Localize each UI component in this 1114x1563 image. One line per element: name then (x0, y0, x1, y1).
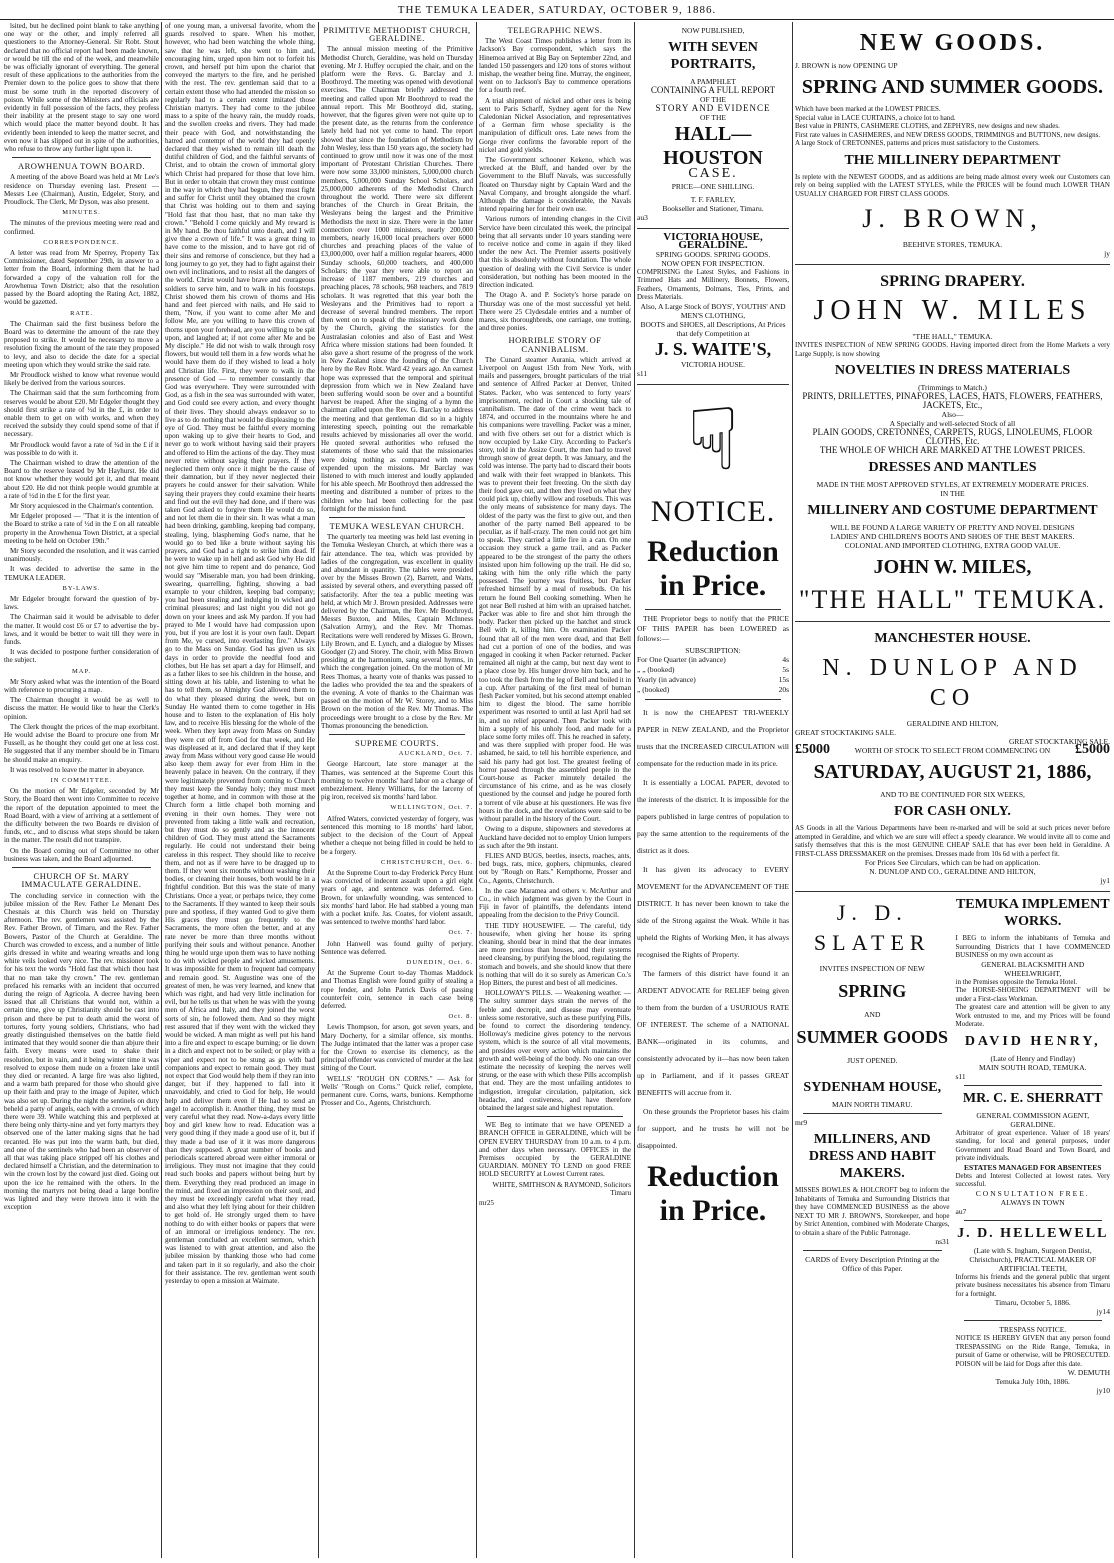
dunlop-advertisement (795, 622, 1110, 892)
article-text: On the Board coming out of Committee no other business was taken, and the Board adjourned. (4, 846, 159, 863)
ad-line: AND TO BE CONTINUED FOR SIX WEEKS, (880, 790, 1025, 799)
subscription-label: „ „ (booked) (637, 664, 675, 674)
article-text: The concluding service in connection with the jubilee mission of the Rev. Father Le Menant Des Chesnais at this Church was held on Thursday afternoon. The rev. gentlemen was assisted by the Rev. Father Brown, of Timaru, and the Rev. Father Bowers, Pastor of the Church at Geraldine. The Church was crowded to excess, and a number of little girls dressed in white and wearing wreaths and long white veils looked very nice. The rev. missioner took for his text the words "Hold fast that which thou hast that no man take thy crown." The rev. gentleman prefaced his remarks with an incident that occurred during the reign of Agricola. A decree having been issued that all Christians that would not, within a certain time, give up Christianity should be cast into prison and there be put to death amid the worst of tortures, forty young soldiers, Christians, who had greatly distinguished themselves on the battle field intimated that they would sooner die than abjure their faith. Every means were used to shake their resolution, but in vain, and it being winter time it was resolved to expose them nude on a frozen lake until they died or recanted. A large fire was also lighted, and a warm bath prepared for those who should give up their faith and pray to the image of Jupiter, which was also set up. During the night the sentinels on duty beheld a party of angels, each with a crown, of which there were 39. While watching this and perplexed at there being only thirty-nine and yet forty martyrs they observed one of the latter making signs that he had recanted. He was put into the warm bath, but died, and one of the sentinels who had been an observer of all that was taking place stripped off his clothes and declared himself a Christian, and the determination to win the crown lost by the coward just died. Going out upon the ice he remained with the others. In the morning the martyrs not being dead a large bonfire was lighted and they were thrown into it with the exception (4, 891, 159, 1212)
divider (329, 517, 465, 518)
article-text: It was resolved to leave the matter in abeyance. (10, 765, 145, 774)
notice-body: THE Proprietor begs to notify that the PRICE OF THIS PAPER has been LOWERED as follows:— (637, 613, 789, 643)
ad-line: PRICE—ONE SHILLING. (671, 182, 755, 192)
ad-line: W. DEMUTH (1067, 1368, 1110, 1377)
ad-headline: HALL—HOUSTON (663, 123, 763, 169)
bottom-left-ads (795, 892, 950, 1395)
column-4 (479, 22, 631, 1560)
ad-headline: VICTORIA HOUSE, GERALDINE. (663, 231, 763, 252)
article-text: lsited, but he declined point blank to take anything one way or the other, and imply referred all questioners to the Attorney-General. Sir Robt. Stout declared that no official report had been made known, or would be till the end of the week, and meanwhile be was officially ignorant of everything. The general result of these applications to the authorities from the Premier down to the police goes to show that there must be some truth in the reported discovery of poison. While some of the Ministers and officials are evidently in full possession of the facts, they profess their inability at the present stage to say one word which would place the matter beyond doubt. It has evidently been intended to keep the matter secret, and even now it has slipped out in spite of the authorities, who refuse to throw any further light upon it. (4, 22, 159, 154)
ad-line: J. BROWN is now OPENING UP (795, 61, 898, 70)
ad-body: in the Premises opposite the Temuka Hotel. (955, 977, 1078, 986)
ad-line: T. F. FARLEY, (690, 195, 736, 205)
dateline: AUCKLAND, Oct. 7. (398, 750, 473, 758)
ad-line: Special value in LACE CURTAINS, a choice lot to hand. (795, 113, 956, 122)
ad-line: NOW PUBLISHED, (681, 26, 745, 35)
column-rule (634, 22, 635, 1558)
ad-headline: MILLINERS, AND DRESS AND HABIT MAKERS. (808, 1132, 936, 1181)
ad-headline: J. BROWN, (862, 204, 1043, 233)
divider (645, 609, 781, 610)
ad-line: TRESPASS NOTICE. (999, 1325, 1067, 1334)
notice-body: On these grounds the Proprietor bases his claim for support, and he trusts he will not be disappointed. (637, 1106, 789, 1150)
dateline: WELLINGTON, Oct. 7. (390, 804, 473, 812)
divider (329, 734, 465, 735)
bottom-advertisements (795, 892, 1110, 1395)
article-text: FLIES AND BUGS, beetles, insects, roaches, ants, bed bugs, rats, mice, gophers, chipmunks, cleared out by "Rough on Rats." Kempthorne, Prosser and Co., Agents, Christchurch. (479, 851, 631, 885)
article-text: Mr Proudlock would favor a rate of ¾d in the £ if it was possible to do with it. (4, 440, 159, 457)
ad-line: GERALDINE AND HILTON, (906, 719, 999, 728)
article-text: The Chairman said the first business before the Board was to determine the amount of the rate they proposed to strike. It would be necessary to move a resolution fixing the amount of the rate they proposed to levy, and also to decide the date for a special meeting upon which they would strike the said rate. (4, 319, 159, 369)
ad-body: Debts and Interest Collected at lowest rates. Very successful. (955, 1171, 1110, 1188)
article-text: The Chairman wished to draw the attention of the Board to the reserve leased by Mr Hayhurst. He did not know whether they would get it, and that meant about £20. He did not think people would grumble at a rate of ½d in the £ for the first year. (4, 458, 159, 500)
ad-line: WILL BE FOUND A LARGE VARIETY OF PRETTY AND NOVEL DESIGNS (830, 523, 1075, 532)
article-text: Mr Story acquiesced in the Chairman's contention. (10, 501, 154, 510)
newspaper-masthead-title: THE TEMUKA LEADER, SATURDAY, OCTOBER 9, 1886. (397, 4, 717, 16)
article-text: The annual mission meeting of the Primitive Methodist Church, Geraldine, was held on Thursday evening. Mr J. Huffey occupied the chair, and on the platform were the Revs. G. Barclay and J. Boothroyd. The meeting was opened with devotional exercises. The Chairman briefly addressed the meeting and called upon Mr Boothroyd to read the annual report. This Mr Boothroyd did, stating, however, that the figures given were not quite up to the present date, as the returns from the conference lately held had not yet come to hand. The report showed that since the foundation of Methodism by John Wesley, less than 150 years ago, the society had continued to grow until now it was one of the most important of Protestant Christian Churches. There were now some 33,000 ministers, 5,000,000 church members, 5,000,000 Sunday School Scholars, and 25,000,000 adherents of the Methodist Church throughout the world. There were six different branches of the Church in Great Britain, the Wesleyans being the largest and the Primitive Methodists the next in size. There were in the latter connection over 1000 ministers, nearly 200,000 members, nearly 16,000 local preachers over 6000 churches and preaching places of the value of £3,000,000, over half a million regular hearers, 4000 Sunday schools, 60,000 teachers, and 400,000 Scholars; the year they were able to report an increase of 1187 members, 219 churches and preaching places, 78 schools, 968 teachers, and 7819 scholars. It was regretted that this year both the Wesleyans and the Primitives had to report a decrease of several hundred members. The report then went on to speak of the missionary work done by the Church, giving the statistics for the Australasian colonies and also of East and West Africa where mission stations had been founded. It also gave a short resume of the progress of the work in New Zealand since the founding of the Church here by the Rev Robt. Ward 42 years ago. An earnest hope was expressed that the temporal and spiritual depression from which we in New Zealand have been suffering would soon be over and a bountiful harvest be reaped. After the singing of a hymn the chairman called upon the Rev. G. Barclay to address the meeting and that gentleman did so in a highly interesting speech, pointing out the remarkable results achieved by missionaries all over the world. He quoted several authorities who refused the statements of those who said that the missionaries were doing nothing as compared with money expended upon the missions. Mr Barclay was listened to with much interest and loudly applauded for his able speech. Mr Boothroyd then addressed the meeting and distributed a number of prizes to the children who had been collecting for the past fortnight for the mission fund. (321, 45, 473, 513)
ad-headline: CASE. (688, 166, 738, 181)
ad-headline: NOVELTIES IN DRESS MATERIALS (834, 363, 1071, 378)
subscription-row (637, 665, 789, 675)
subscription-table (637, 655, 789, 695)
reduction-heading: Reduction in Price. (647, 534, 779, 602)
article-text: Lewis Thompson, for arson, got seven years, and Mary Docherty, for a similar offence, six months. The Judge intimated that the latter was a proper case for the Crown to exercise its clemency, as the principal offender was convicted of murder at the last sitting of the Court. (321, 1023, 473, 1073)
ad-line: CONTAINING A FULL REPORT (650, 85, 776, 95)
ad-line: N. DUNLOP AND CO., GERALDINE AND HILTON, (869, 867, 1036, 876)
article-text: John Hanwell was found guilty of perjury. Sentence was deferred. (321, 939, 473, 956)
dateline: Oct. 7. (448, 929, 473, 937)
column-rule (161, 22, 162, 1558)
ad-headline: THE MILLINERY DEPARTMENT (844, 152, 1061, 168)
ad-line: NOW OPEN FOR INSPECTION. (661, 258, 765, 268)
section-subheading: CORRESPONDENCE. (43, 238, 120, 246)
ad-headline: FOR CASH ONLY. (894, 804, 1011, 819)
ad-line: GREAT STOCKTAKING SALE. (1008, 737, 1110, 746)
advertisement-code: jy (1104, 249, 1110, 258)
divider (487, 1116, 623, 1117)
divider (12, 867, 151, 868)
article-text: The Otago A. and P. Society's horse parade on Thursday was one of the most successful yet held. There were 25 Clydesdale entries and a number of mares, six thoroughbreds, one carriage, one trotting, and three ponies. (479, 291, 631, 333)
advertisement-text: WE Beg to intimate that we have OPENED a BRANCH OFFICE in GERALDINE, which will be OPEN EVERY THURSDAY from 10 a.m. to 4 p.m. and other days when necessary. OFFICES in the Premises occupied by the GERALDINE GUARDIAN. MONEY TO LEND on good FREE HOLD SECURITY at Lowest Current rates. (479, 1121, 631, 1179)
advertisement-code: jy1 (1100, 876, 1110, 885)
article-heading: TELEGRAPHIC NEWS. (507, 25, 603, 35)
advertisement-code: jy10 (1096, 1386, 1110, 1395)
divider (803, 1250, 942, 1251)
pointing-hand-icon: ☟ (686, 391, 740, 488)
article-heading: PRIMITIVE METHODIST CHURCH, GERALDINE. (323, 25, 471, 44)
subscription-title: SUBSCRIPTION: (685, 645, 741, 655)
brown-advertisement (795, 22, 1110, 265)
column-rule (792, 22, 793, 1558)
ad-body: Arbitrator of great experience. Valuer of 18 years' standing, for local and general purposes, under Government and Road Board and Town Board, and private individuals. (955, 1128, 1110, 1162)
subscription-row (637, 655, 789, 665)
article-text: The Chairman said it would be advisable to defer the matter. It would cost £6 or £7 to advertise the by-laws, and it would be better to wait till they were in funds. (4, 613, 159, 647)
ad-headline: MANCHESTER HOUSE. (874, 631, 1031, 646)
divider (803, 1113, 942, 1114)
subscription-row (637, 685, 789, 695)
ad-headline: DAVID HENRY, (964, 1033, 1101, 1049)
ad-line: A PAMPHLET (690, 77, 736, 86)
article-text: The Chairman thought it would be as well to discuss the matter. He would like to hear the Clerk's opinion. (4, 696, 159, 721)
dateline: Oct. 8. (448, 1013, 473, 1021)
subscription-price: 5s (782, 664, 789, 674)
article-text: The Clerk thought the prices of the map exorbitant. He would advise the Board to procure one from Mr Fussell, as he thought they could get one at less cost. He suggested that if any member should be in Timaru he should make an enquiry. (4, 722, 159, 764)
article-text: A letter was read from Mr Sperrey, Property Tax Commissioner, dated September 29th, in answer to a letter from the Board, informing them that he had forwarded a copy of the valuation roll for the Arowhenua Town District; also that the resolution passed by the Board adopting the Rating Act, 1882, would be gazetted. (4, 249, 159, 307)
article-heading: AROWHENUA TOWN BOARD. (17, 161, 146, 172)
ad-headline: JOHN W. MILES (813, 295, 1092, 326)
article-heading: CHURCH OF St. MARY IMMACULATE GERALDINE. (21, 871, 142, 890)
hellewell-advertisement (956, 1225, 1111, 1317)
notice-body: It is now the CHEAPEST TRI-WEEKLY PAPER in NEW ZEALAND, and the Proprietor trusts that the INCREASED CIRCULATION will compensate for the reduction made in its price. (637, 707, 789, 768)
ad-body: Is replete with the NEWEST GOODS, and as additions are being made almost every week our Customers can rely on being supplied with the LATEST STYLES, while the PRICES will be found much LOWER THAN USUALLY CHARGED FOR FIRST CLASS GOODS. (795, 172, 1110, 198)
notice-body: The farmers of this district have found it an ARDENT ADVOCATE for RELIEF being given to them from the burden of a USURIOUS RATE OF INTEREST. The scheme of a NATIONAL BANK—originated in its columns, and consistently advocated by it—has now been taken up in Parliament, and if it passes GREAT BENEFITS will accrue from it. (637, 968, 789, 1097)
notice-heading: NOTICE. (650, 494, 776, 528)
ad-line: WORTH OF STOCK TO SELECT FROM COMMENCING ON (854, 746, 1051, 755)
article-text: Mr Proudlock wished to know what revenue would likely be derived from the various sources. (4, 370, 159, 388)
ad-line: For Prices See Circulars, which can be had on application. (864, 858, 1041, 867)
slater-advertisement (795, 898, 950, 1109)
article-text: THE TIDY HOUSEWIFE. — The careful, tidy housewife, when giving her house its spring cleaning, should bear in mind that the dear inmates are more precious than houses, and their systems need cleansing, by purifying the blood, regulating the stomach and bowels, and she should know that there is nothing that will do it so surely as American Co.'s Hop Bitters, the purest and best of all medicines. (479, 921, 631, 987)
article-text: The quarterly tea meeting was held last evening in the Temuka Wesleyan Church, at which there was a fair attendance. The tea, which was provided by ladies of the congregation, was excellent in quality and abundant in quantity. The tables were presided over by the Misses Brown (2), Barrett, and Watts, assisted by several others, and everything passed off satisfactorily. After the tea a public meeting was held, at which Mr J. Brown presided. Addresses were delivered by the Chairman, the Rev. Mr Boothroyd, Messrs Buxton, and Miles, Captain McInness (Salvation Army), and the Rev. Mr Thomas. Recitations were well rendered by Misses G. Brown, Lily Brown, and E. Lynch, and a dialogue by Misses Goodger (2) and Storey. The choir, with Miss Brown presiding at the harmonium, sang several hymns, in which the congregation joined. On the motion of Mr Rees Thomas, a hearty vote of thanks was passed to the ladies who provided the tea and the speakers of the evening. A vote of thanks to the Chairman was passed on the motion of Mr W. Storey, and to Miss Brown on the motion of the Rev. Mr Thomas. The proceedings were brought to a close by the Rev. Mr Thomas pronouncing the benediction. (321, 533, 473, 730)
ad-headline: SATURDAY, AUGUST 21, 1886, (813, 761, 1092, 783)
subscription-price: 15s (778, 674, 789, 684)
ad-line: Also, A Large Stock of BOYS', YOUTHS' AND MEN'S CLOTHING, (640, 301, 786, 320)
column-rule (476, 22, 477, 1558)
pamphlet-advertisement (637, 22, 789, 229)
ad-body: MISSES BOWLES & HOLCROFT beg to inform the Inhabitants of Temuka and Surrounding Districts that they have COMMENCED BUSINESS as the above NEXT TO MR J. BROWN'S, Storekeeper, and hope by Strict Attention, combined with Moderate Charges, to obtain a share of the Public Patronage. (795, 1186, 950, 1237)
victoria-house-advertisement (637, 229, 789, 384)
ad-line: INVITES INSPECTION OF NEW (819, 964, 925, 973)
ad-line: "THE HALL," TEMUKA. (912, 332, 993, 341)
advertisement-code: au7 (955, 1206, 967, 1216)
article-text: The West Coast Times publishes a letter from its Jackson's Bay correspondent, which says the Hinemoa arrived at Big Bay on September 22nd, and landed 150 passengers and 120 tons of stores without mishap, the weather being fine. Murray, the engineer, went on to Jackson's Bay to commence operations for a fourth reef. (479, 37, 631, 95)
subscription-row (637, 675, 789, 685)
ad-body: NOTICE IS HEREBY GIVEN that any person found TRESPASSING on the Ride Range, Temuka, in pursuit of Game or otherwise, will be PROSECUTED. POISON will be laid for Dogs after this date. (955, 1334, 1110, 1368)
ad-line: First rate values in CASHMERES, and NEW DRESS GOODS, TRIMMINGS and BUTTONS, new designs. (795, 130, 1101, 139)
article-text: It was decided to postpone further consideration of the subject. (4, 648, 159, 665)
notice-body: It has given its advocacy to EVERY MOVEMENT for the ADVANCEMENT OF THE DISTRICT. It has never been known to take the side of the Strong against the Weak. While it has upheld the Rights of Working Men, it has always recognised the Rights of Property. (637, 864, 789, 959)
ad-headline: SUMMER GOODS (796, 1027, 948, 1047)
article-text: HOLLOWAY'S PILLS. — Weakening weather. — The sultry summer days strain the nerves of the feeble and decrepit, and disease may eventuate unless some restorative, such as these purifying Pills, be found to correct the disordering tendency. Holloway's medicine gives potency to the nervous system, which is the source of all vital movements, and presides over every action which maintains the growth and well-being of the body. No one can over estimate the necessity of keeping the nerves well strung, or the ease with which these Pills accomplish that end. They are the most unfailing antidotes to indigestion, irregular circulation, palpitation, sick headache, and costiveness, and have therefore obtained the largest sale and highest reputation. (479, 989, 631, 1112)
stock-amount: £5000 (795, 742, 830, 758)
ad-line: MAIN SOUTH ROAD, TEMUKA. (978, 1062, 1087, 1072)
ad-headline: J. S. WAITE'S, (654, 338, 772, 359)
ad-line: VICTORIA HOUSE. (680, 359, 746, 369)
ad-headline: SYDENHAM HOUSE, (803, 1080, 942, 1095)
ad-line: Temuka July 10th, 1886. (995, 1377, 1070, 1386)
article-heading: HORRIBLE STORY OF CANNIBALISM. (508, 335, 602, 354)
dateline: CHRISTCHURCH, Oct. 6. (381, 858, 473, 866)
ad-line: AND (864, 1010, 881, 1019)
ad-line: (Late with S. Ingham, Surgeon Dentist, Christchurch), PRACTICAL MAKER OF ARTIFICIAL TEETH, (969, 1245, 1097, 1273)
ad-line: LADIES' AND CHILDREN'S BOOTS AND SHOES OF THE BEST MAKERS. (830, 532, 1075, 541)
article-text: Mr Edgeler proposed — "That it is the intention of the Board to strike a rate of ½d in the £ on all rateable property in the Arowhenua Town District, at a special meeting to be held on October 19th." (4, 512, 159, 545)
advertisement-code: mr25 (479, 1199, 494, 1208)
ad-line: Timaru, October 5, 1886. (994, 1298, 1071, 1307)
ad-line: GREAT STOCKTAKING SALE. (795, 728, 897, 737)
ad-line: Bookseller and Stationer, Timaru. (662, 204, 764, 214)
ad-headline: SPRING DRAPERY. (880, 273, 1025, 290)
ad-line: PLAIN GOODS, CRETONNES, CARPETS, RUGS, LINOLEUMS, FLOOR CLOTHS, Etc. (812, 427, 1093, 446)
subscription-price: 20s (778, 684, 789, 694)
ad-line: STORY AND EVIDENCE (655, 103, 771, 113)
ad-line: SPRING GOODS. SPRING GOODS. (655, 249, 771, 259)
ad-headline: TEMUKA IMPLEMENT WORKS. (955, 897, 1110, 929)
ad-line: CONSULTATION FREE. (975, 1188, 1090, 1198)
ad-line: COLONIAL AND IMPORTED CLOTHING, EXTRA GOOD VALUE. (844, 541, 1061, 550)
subscription-label: „ (booked) (637, 684, 670, 694)
section-subheading: BY-LAWS. (62, 584, 101, 592)
article-text: George Harcourt, late store manager at the Thames, was sentenced at the Supreme Court this morning to twelve months' hard labor on a charge of embezzlement. Henry Williams, for the larceny of pig iron, received six months' hard labor. (321, 760, 473, 802)
stock-amount-row (795, 742, 1110, 758)
ad-line: PRINTS, DRILLETTES, PINAFORES, LACES, HATS, FLOWERS, FEATHERS, JACKETS, Etc., (802, 391, 1103, 410)
ad-body: I BEG to inform the inhabitants of Temuka and Surrounding Districts that I have COMMENCED BUSINESS on my own account as (955, 934, 1110, 959)
section-subheading: MINUTES. (62, 209, 101, 217)
article-text: Alfred Waters, convicted yesterday of forgery, was sentenced this morning to 18 months' hard labor, subject to the decision of the Court of Appeal whether a cheque not being filled in could be held to be a forgery. (321, 814, 473, 856)
advertisement-text: WELLS' "ROUGH ON CORNS." — Ask for Wells' "Rough on Corns." Quick relief, complete, permanent cure. Corns, warts, bunions. Kempthorne Prosser and Co., Agents, Christchurch. (321, 1074, 473, 1108)
advertisement-code: jy14 (1096, 1307, 1110, 1316)
divider (12, 157, 151, 158)
column-2 (165, 22, 315, 1560)
article-text: Various rumors of intending changes in the Civil Service have been circulated this week, the principal being that all servants under 10 years standing were to receive notice and come in again if they liked under the new Act. The Premier asserts positively that this is absolutely without foundation. The whole question of dealing with the Civil Service is under consideration, but nothing has been mooted in the direction indicated. (479, 215, 631, 290)
bottom-right-ads (956, 892, 1111, 1395)
ad-line: BEEHIVE STORES, TEMUKA. (902, 240, 1003, 249)
ad-line: JUST OPENED. (847, 1056, 898, 1065)
article-text: The Government schooner Kekeno, which was wrecked at the Bluff, and handed over by the Government to the Bluff Navals, was successfully floated on Thursday night by Captain Ward and the Naval Company, and brought alongside the wharf. Although the damage is considerable, the Navals intend repairing her for their own use. (479, 156, 631, 214)
column-3 (321, 22, 473, 1560)
ad-line: MAIN NORTH TIMARU. (832, 1100, 913, 1109)
column-1 (4, 22, 159, 1560)
divider (645, 699, 781, 700)
miles-advertisement (795, 265, 1110, 622)
article-heading: SUPREME COURTS. (355, 738, 439, 749)
ad-line: IN THE (940, 489, 965, 498)
ad-line: Which have been marked at the LOWEST PRICES. (795, 105, 941, 113)
ad-line: A Specially and well-selected Stock of all (889, 419, 1016, 428)
sherratt-advertisement (956, 1090, 1111, 1216)
ad-line: BOOTS and SHOES, all Descriptions, At Prices that defy Competition at (640, 319, 786, 338)
ad-line: A large Stock of CRETONNES, patterns and prices must satisfactory to the Customers. (795, 139, 1040, 147)
column-5 (637, 22, 789, 1560)
advertisement-code: s11 (955, 1071, 966, 1081)
notice-body: It is essentially a LOCAL PAPER, devoted to the interests of the district. It is impossible for the papers published in large centres of population to pay the same attention to the requirements of the district as it does. (637, 777, 789, 855)
article-text: At the Supreme Court to-day Frederick Percy Hunt was convicted of indecent assault upon a girl eight years of age, and sentence was deferred. Geo. Brown, for unlawfully wounding, was sentenced to six months' hard labor. He had stabbed a young man with a pocket knife. Jas. Coates, for violent assault, was sentenced to twelve months' hard labor. (321, 868, 473, 927)
article-text: At the Supreme Court to-day Thomas Maddock and Thomas English were found guilty of stealing a rope fender, and John Patrick Davis of passing counterfeit coin, sentence in each case being deferred. (321, 969, 473, 1010)
ad-body: The HORSE-SHOEING DEPARTMENT will be under a First-class Workman. (955, 986, 1110, 1003)
ad-headline: "THE HALL" TEMUKA. (798, 585, 1107, 614)
article-text: of one young man, a universal favorite, whom the guards resolved to spare. When his mother, however, who had been watching the whole thing, saw that he was left, she went to him and, encouraging him, urged upon him not to forfeit his crown, and herself put him upon the chariot that conveyed the martyrs to the fire, and he perished with the rest. The rev. gentleman said that to a certain extent those who had attended the mission so regularly had to a certain extent imitated those Christian martyrs. They had come to the jubilee mass to a spite of the heavy rain, the muddy roads, and the swollen creeks and rivers. They had made their peace with God, and notwithstanding the hatred and contempt of the world they had openly declared that they wished to remain till death the dutiful children of God, and the faithful servants of Christ, and to obtain the crown of immortal glory which Christ had prepared for those that love him. But in order to obtain that crown they must continue in the way in which they had begun, they must fight and suffer for Christ until they obtained the crown that Christ was holding out to them and saying "Hold fast that thou hast, that no man take thy crown." "Behold I come quickly and My reward is in My hand. Be thou faithful unto death, and I will give thee a crown of life." It was a great thing to have come to the mission, and to have got rid of their sins and remorse of conscience, but they had a long journey to go yet, they had to fight against their own evil inclinations, and to resist all the dangers of the world. Christ would have brave and courageous soldiers to serve him, and to walk in his footsteps. Christ showed them his crown of thorns and His hand and feet pierced with nails, and He said to them, "Now, if you want to come after Me and follow Me, are you willing to have this crown of thorns upon your forehead, are you willing to be spit upon, and laughed at; if not come after Me and be My disciple." He did not wish to walk through rosy flowers, but would tell them in a few words what he would have them do if they wished to lead a holy and Christian life. First, they were to walk in the presence of God — to remember constantly that God was everywhere. They were surrounded with God, as a fish in the sea was surrounded with water, and God could see every action, and every thought of their lives. They should always endeavor so to live as to do nothing that would be displeasing to the eye of God. They must be faithful every morning upon waking up to give their hearts to God, and never go to work without having said their prayers and offered to Him the actions of the day. They must never retire without saying their prayers. If they neglected them only once it might be the cause of their damnation, but if they never neglected their prayers he could answer for their salvation. While saying their prayers they could examine their hearts and find out the evil they had done, and if there was taken God asked to forgive them He would do so, and not let them die in their sin. It was what a man had been drinking, gambling, keeping bad company, stealing, lying, blaspheming God's name, that he would go to bed like a brute without saying his prayers, and God had a right to strike him dead. If he were to wake up in hell and ask God why He did not give him time to repent and do penance, God would say "Miserable man, you had been drinking, swearing, quarrelling, fighting, showing a bad example to your children, keeping bad company; you had been stealing and indulging in wicked and criminal pleasures; and last night you did not go down on your knees and ask My pardon. If you had prayed to Me I would have had compassion upon you, but if you are lost it is your own fault. Depart from Me, ye cursed, into everlasting fire." Always go to the Mass on Sunday. God has given us six days in order to provide the needful food and clothes, but He has set apart a day for Himself, and as a father likes to see his children in the house, and sitting down at his table, and listening to what he has to tell them, so Almighty God allowed them to do what they pleased during the week, but on Sunday He wanted them to come together in His house and to listen to the explanation of His holy law, and to receive His blessing for the whole of the week. When they kept away from Mass on Sunday they were cut off from God for that week, and He was displeased at it, and declared that if they kept away from Mass without very good cause He would also keep them away for ever from Him in the heavenly palace in heaven. On the contrary, if they were legitimately prevented from coming to Church they must keep the Sunday holy; they must meet together at home, and in common with those at the Church form a little chapel both morning and evening in their own homes. They were not prevented from taking a little walk and recreation, but they must do so gently and as the innocent children of God. They must attend the Sacraments regularly. He could not understand their being careless in this respect. They should like to receive them, and not as if were have to be dragged up to them. If they went six months without washing their bodies, or cleaning their houses, both would be in a frightful condition. But this was the state of many Christians. Once a year, or perhaps twice, they come to the Sacraments. If they wanted to keep their souls pure and spotless, if they wanted God to give them His graces they must go frequently to the Sacraments, the more often the better, and at any rate never be more than three months without purifying their souls and without penance. Another thing he would urge upon them was to have nothing to do with wicked people and wicked amusements. It was impossible for them to frequent bad company and remain good. St. Augustine was one of the greatest of men, he was very learned, and knew that which was right, and had very little inclination for evil, but he tells us that when he was with the young men of Africa and Italy, and they joined the worst sorts of sin, he followed them. And so they might rest assured that if they went with the wicked they would be wicked. A man might as well put his hand into a fire and expect to escape burning; or lie down in a ditch and expect not to be soiled; or play with a viper and expect not to be stung as go with bad companions and expect to remain good. They must not expect that God would help them if they ran into danger, but if they happened to fall into it unavoidably, and cried to God for help, He would help and deliver them even if He had to send an angel to accomplish it. Another thing, they must be very careful what they read. Now-a-days every little boy and girl knew how to read. Education was a very good thing if they made a good use of it, but if they made a bad use of it it was more dangerous than they supposed. A great number of books and periodicals scattered abroad were either immoral or irreligious. They must not imagine that they could read such books and papers without being hurt by them. Everything they read produced an image in the mind, and fixed an impression on their soul, and they must be exceedingly careful what they read, and also what they left lying about for their children to get hold of. He strongly urged them to have nothing to do with either books or papers that were of an immoral or irreligious tendency. The rev. gentleman concluded an excellent sermon, which was listened to with great attention, and also the jubilee mission by thanking those who had come and taken part in it so regularly, and also the choir for their assistance. The rev. gentleman went south yesterday to open a mission at Waimate. (165, 22, 315, 1286)
ad-headline: J. D. SLATER (813, 900, 931, 955)
ad-line: GENERAL BLACKSMITH AND WHEELWRIGHT, (981, 959, 1085, 978)
ad-line: (Late of Henry and Findlay) (990, 1053, 1076, 1063)
ad-headline: SPRING AND SUMMER GOODS. (801, 76, 1104, 98)
ad-line: Also— (941, 410, 964, 419)
ad-headline: JOHN W. MILES, (873, 556, 1032, 578)
advertisement-code: au3 (637, 213, 648, 223)
ad-line: OF THE (700, 95, 726, 104)
ad-headline: SPRING (838, 981, 907, 1001)
article-text: A meeting of the above Board was held at Mr Lee's residence on Thursday evening last. Present — Messrs Lee (Chairman), Austin, Edgeler, Story, and Proudlock. The Clerk, Mr Dyson, was also present. (4, 173, 159, 207)
ad-headline: NEW GOODS. (859, 30, 1046, 56)
stock-amount: £5000 (1075, 742, 1110, 758)
ad-line: MADE IN THE MOST APPROVED STYLES, AT EXTREMELY MODERATE PRICES. (816, 480, 1089, 489)
advertisement-signature: WHITE, SMITHSON & RAYMOND, Solicitors Timaru (492, 1180, 631, 1197)
article-text: It was decided to advertise the same in the TEMUKA LEADER. (4, 565, 159, 582)
ad-headline: MILLINERY AND COSTUME DEPARTMENT (807, 503, 1098, 518)
section-subheading: MAP. (72, 667, 91, 675)
article-text: Mr Story asked what was the intention of the Board with reference to procuring a map. (4, 677, 159, 695)
advertisement-code: mr9 (795, 1118, 808, 1127)
ad-line: GENERAL COMMISSION AGENT, GERALDINE. (976, 1110, 1090, 1129)
trespass-notice (956, 1325, 1111, 1395)
habit-makers-advertisement (795, 1118, 950, 1246)
divider (964, 1085, 1103, 1086)
ad-body: Informs his friends and the general public that urgent private business necessitates his absence from Timaru for a fortnight. (955, 1272, 1110, 1298)
article-text: On the motion of Mr Edgeler, seconded by Mr Story, the Board then went into Committee to receive the report of the deputation appointed to meet the Road Board, with a view of arriving at a settlement of the difficulty between the two Boards re division of funds, etc., and to discuss what steps should be taken in the matter. The result did not transpire. (4, 787, 159, 845)
ad-line: (Trimmings to Match.) (918, 383, 987, 392)
article-heading: TEMUKA WESLEYAN CHURCH. (329, 520, 465, 531)
divider (964, 1320, 1103, 1321)
ad-line: THE WHOLE OF WHICH ARE MARKED AT THE LOWEST PRICES. (819, 445, 1086, 455)
ad-headline: N. DUNLOP AND CO (822, 655, 1083, 711)
ad-line: ALWAYS IN TOWN (1000, 1197, 1065, 1207)
section-subheading: IN COMMITTEE. (50, 777, 113, 785)
ad-headline: J. D. HELLEWELL (957, 1225, 1109, 1241)
implement-works-advertisement (956, 896, 1111, 1081)
subscription-label: Yearly (in advance) (637, 674, 696, 684)
article-text: Owing to a dispute, shipowners and stevedores at Auckland have decided not to employ Union lumpers as such after the 9th instant. (479, 825, 631, 850)
subscription-price: 4s (782, 654, 789, 664)
article-text: Mr Story seconded the resolution, and it was carried unanimously. (4, 546, 159, 564)
reduction-heading: Reduction in Price. (647, 1159, 779, 1227)
ad-body: The greatest care and attention will be given to any Work entrusted to me, and my Prices will be found Moderate. (955, 1003, 1110, 1028)
article-text: The Chairman said that the sum forthcoming from reserves would be about £20. Mr Edgeler thought they should first strike a rate of ½d in the £, in order to enable them to get on with works, and when they received the subsidy they could spend some of that if necessary. (4, 389, 159, 439)
advertisement-code: ns31 (935, 1237, 950, 1246)
article-text: The minutes of the previous meeting were read and confirmed. (4, 219, 159, 236)
article-text: Mr Edgeler brought forward the question of by-laws. (4, 595, 159, 612)
divider (964, 1220, 1103, 1221)
masthead (0, 0, 1114, 20)
ad-headline: MR. C. E. SHERRATT (962, 1090, 1103, 1106)
article-text: In the case Maramea and others v. McArthur and Co., in which judgment was given by the Court in Fiji in favor of plaintiffs, the defendants intend appealing from the decision to the Privy Council. (479, 886, 631, 920)
ad-body: COMPRISING the Latest Styles, and Fashions in Trimmed Hats and Millinery, Bonnets, Flowers, Feathers, Ornaments, Dolmans, Ties, Prints, and Dress Materials. (637, 267, 789, 302)
section-subheading: RATE. (70, 309, 93, 317)
dateline: DUNEDIN, Oct. 6. (406, 958, 473, 966)
cards-notice: CARDS of Every Description Printing at the Office of this Paper. (805, 1255, 940, 1273)
column-rule (318, 22, 319, 1558)
ad-line: ESTATES MANAGED FOR ABSENTEES (964, 1162, 1102, 1172)
column-6 (795, 22, 1110, 1560)
ad-line: Best value in PRINTS, CASHMERE CLOTHS, and ZEPHYRS, new designs and new shades. (795, 122, 1060, 130)
ad-body: AS Goods in all the Various Departments have been re-marked and will be sold at such prices never before attempted in Geraldine, and which we are sure will effect a speedy clearance. We would invite all to come and satisfy themselves that this is the most GENUINE CHEAP SALE that has ever been held in Geraldine. A FIRST-CLASS DRESSMAKER on the premises. Dresses made from 10s 6d with a perfect fit. (795, 824, 1110, 858)
article-text: The Cunard steamer Aurania, which arrived at Liverpool on August 15th from New York, with mails and passengers, brought particulars of the trial and sentence of Alfred Packer at Denver, United States. Packer, who was sentenced to forty years' imprisonment, recited in Court a shocking tale of cannibalism. The date of the crime went back to 1874, and occurred in the mountains where he and his companions were travelling. Packer was a miner, and with five others set out for a district which is now occupied by Lake City. According to Packer's story, told in the Assize Court, the men had to travel through snow of great depth. It was January, and the cold was intense. The party had to discard their boots and walk with their feet wrapped in blankets. This was to prevent their feet freezing. On the sixth day their food gave out, and then they lived on what they could pick up, chiefly willow and rosebuds. This was the only means of subsistence for many days. The oldest of the party was the first to give out, and then another of the party named Bell appeared to be peculiar, as if half-crazy. The men could not get him to speak. They carried a little fire in a can. On one occasion they struck a game trail, and as Packer appeared to be the strongest of the party the others insisted upon him following up the trail. He did so, taking with him the only rifle which the party possessed. The journey was fruitless, but Packer refreshed himself by a meal of rosebuds. On his return he found Bell cooking something. When he got near Bell rushed at him with an upraised hatchet. Packer was able to fire and shot him through the body. Packer then picked up the hatchet and struck Bell with it, killing him. On examination Packer found that all of the men were dead, and that Bell had cut a portion of one of the bodies, and was engaged in cooking it when Packer returned. Packer remained all night at the camp, but next day went to a place close by. His hunger drove him back, and he too took the flesh from the leg of Bell and boiled it in a cup. After partaking of the first meal of human flesh Packer vomited, but his second attempt enabled him to digest the blood. The same horrible experiment was resorted to until at last April had set in, and no relief appeared. Then Packer took with him a supply of his unholy food, and made for a place some forty miles off. This he reached in safety, and was there supplied with proper food. He was ashamed, he said, to tell his horrible experience, and said his party had got lost. The greatest feeling of horror passed through the assembled people in the Court-house as Packer minutely detailed the circumstance of his crime, and as he was closely questioned by the counsel and judge he poured forth a torrent of vile abuse at his questioners. He was five hours in the dock, and the revelations were said to be without parallel in the history of the Court. (479, 355, 631, 824)
subscription-label: For One Quarter (in advance) (637, 654, 726, 664)
advertisement-code: s11 (637, 368, 648, 378)
ad-headline: WITH SEVEN PORTRAITS, (668, 40, 758, 72)
ad-headline: DRESSES AND MANTLES (868, 460, 1037, 475)
ad-line: OF THE (700, 113, 726, 122)
ad-body: INVITES INSPECTION of NEW SPRING GOODS. Having imported direct from the Home Markets a very Large Supply, is now showing (795, 341, 1110, 358)
article-text: A trial shipment of nickel and other ores is being sent to Paris Scharff, Sydney agent for the New Caledonian Nickel Association, and representatives of a German firm whose speciality is the manipulation of difficult ores. Late news from the Gorge river confirms the favorable report of the nickel and gold yields. (479, 96, 631, 154)
